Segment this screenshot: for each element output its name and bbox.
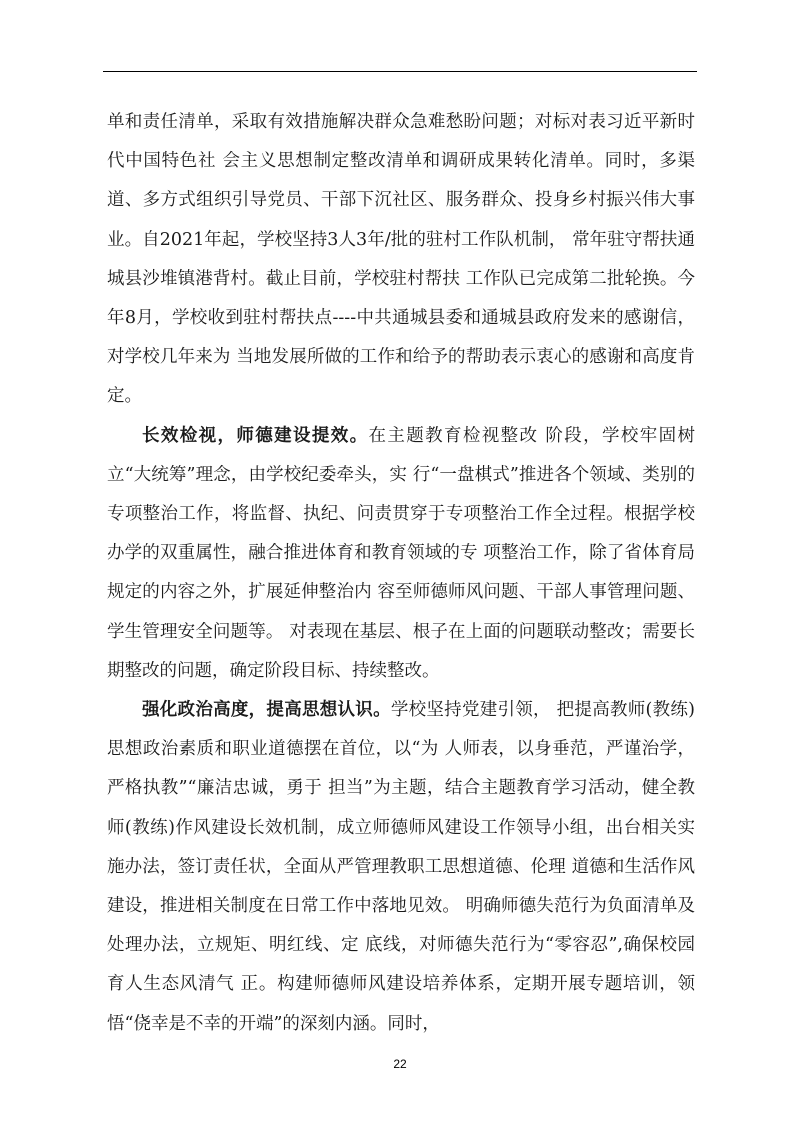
- paragraph-1: [107, 103, 695, 417]
- page-number: 22: [393, 1057, 407, 1071]
- paragraph-3: [107, 691, 695, 1044]
- paragraph-3-heading: 强化政治高度，提高思想认识。: [142, 700, 391, 721]
- header-rule: [103, 71, 697, 72]
- paragraph-3-text: 学校坚持党建引领， 把提高教师(教练)思想政治素质和职业道德摆在首位，以“为 人师表，以身垂范，严谨治学，严格执教”“廉洁忠诚，勇于 担当”为主题，结合主题教育学习活动，健全教师(教练)作风建设长效机制，成立师德师风建设工作领导小组，出台相关实施办法，签订责任状，全面从严管理教职工思想道德、伦理 道德和生活作风建设，推进相关制度在日常工作中落地见效。 明确师德失范行为负面清单及处理办法，立规矩、明红线、定 底线，对师德失范行为“零容忍”,确保校园育人生态风清气 正。构建师德师风建设培养体系，定期开展专题培训，领悟“侥幸是不幸的开端”的深刻内涵。同时，: [107, 700, 695, 1034]
- paragraph-2-text: 在主题教育检视整改 阶段，学校牢固树立“大统筹”理念，由学校纪委牵头，实 行“一盘棋式”推进各个领域、类别的专项整治工作，将监督、执纪、问责贯穿于专项整治工作全过程。根据学校办学的双重属性，融合推进体育和教育领域的专 项整治工作，除了省体育局规定的内容之外，扩展延伸整治内 容至师德师风问题、干部人事管理问题、学生管理安全问题等。 对表现在基层、根子在上面的问题联动整改；需要长期整改的问题，确定阶段目标、持续整改。: [107, 425, 696, 681]
- paragraph-1-text: 单和责任清单，采取有效措施解决群众急难愁盼问题；对标对表习近平新时代中国特色社 会主义思想制定整改清单和调研成果转化清单。同时，多渠道、多方式组织引导党员、干部下沉社区、服务群众、投身乡村振兴伟大事业。自2021年起，学校坚持3人3年/批的驻村工作队机制， 常年驻守帮扶通城县沙堆镇港背村。截止目前，学校驻村帮扶 工作队已完成第二批轮换。今年8月，学校收到驻村帮扶点----中共通城县委和通城县政府发来的感谢信，对学校几年来为 当地发展所做的工作和给予的帮助表示衷心的感谢和高度肯定。: [107, 112, 695, 407]
- paragraph-2: [107, 417, 695, 691]
- paragraph-2-heading: 长效检视，师德建设提效。: [142, 425, 369, 446]
- document-body: [107, 103, 695, 1044]
